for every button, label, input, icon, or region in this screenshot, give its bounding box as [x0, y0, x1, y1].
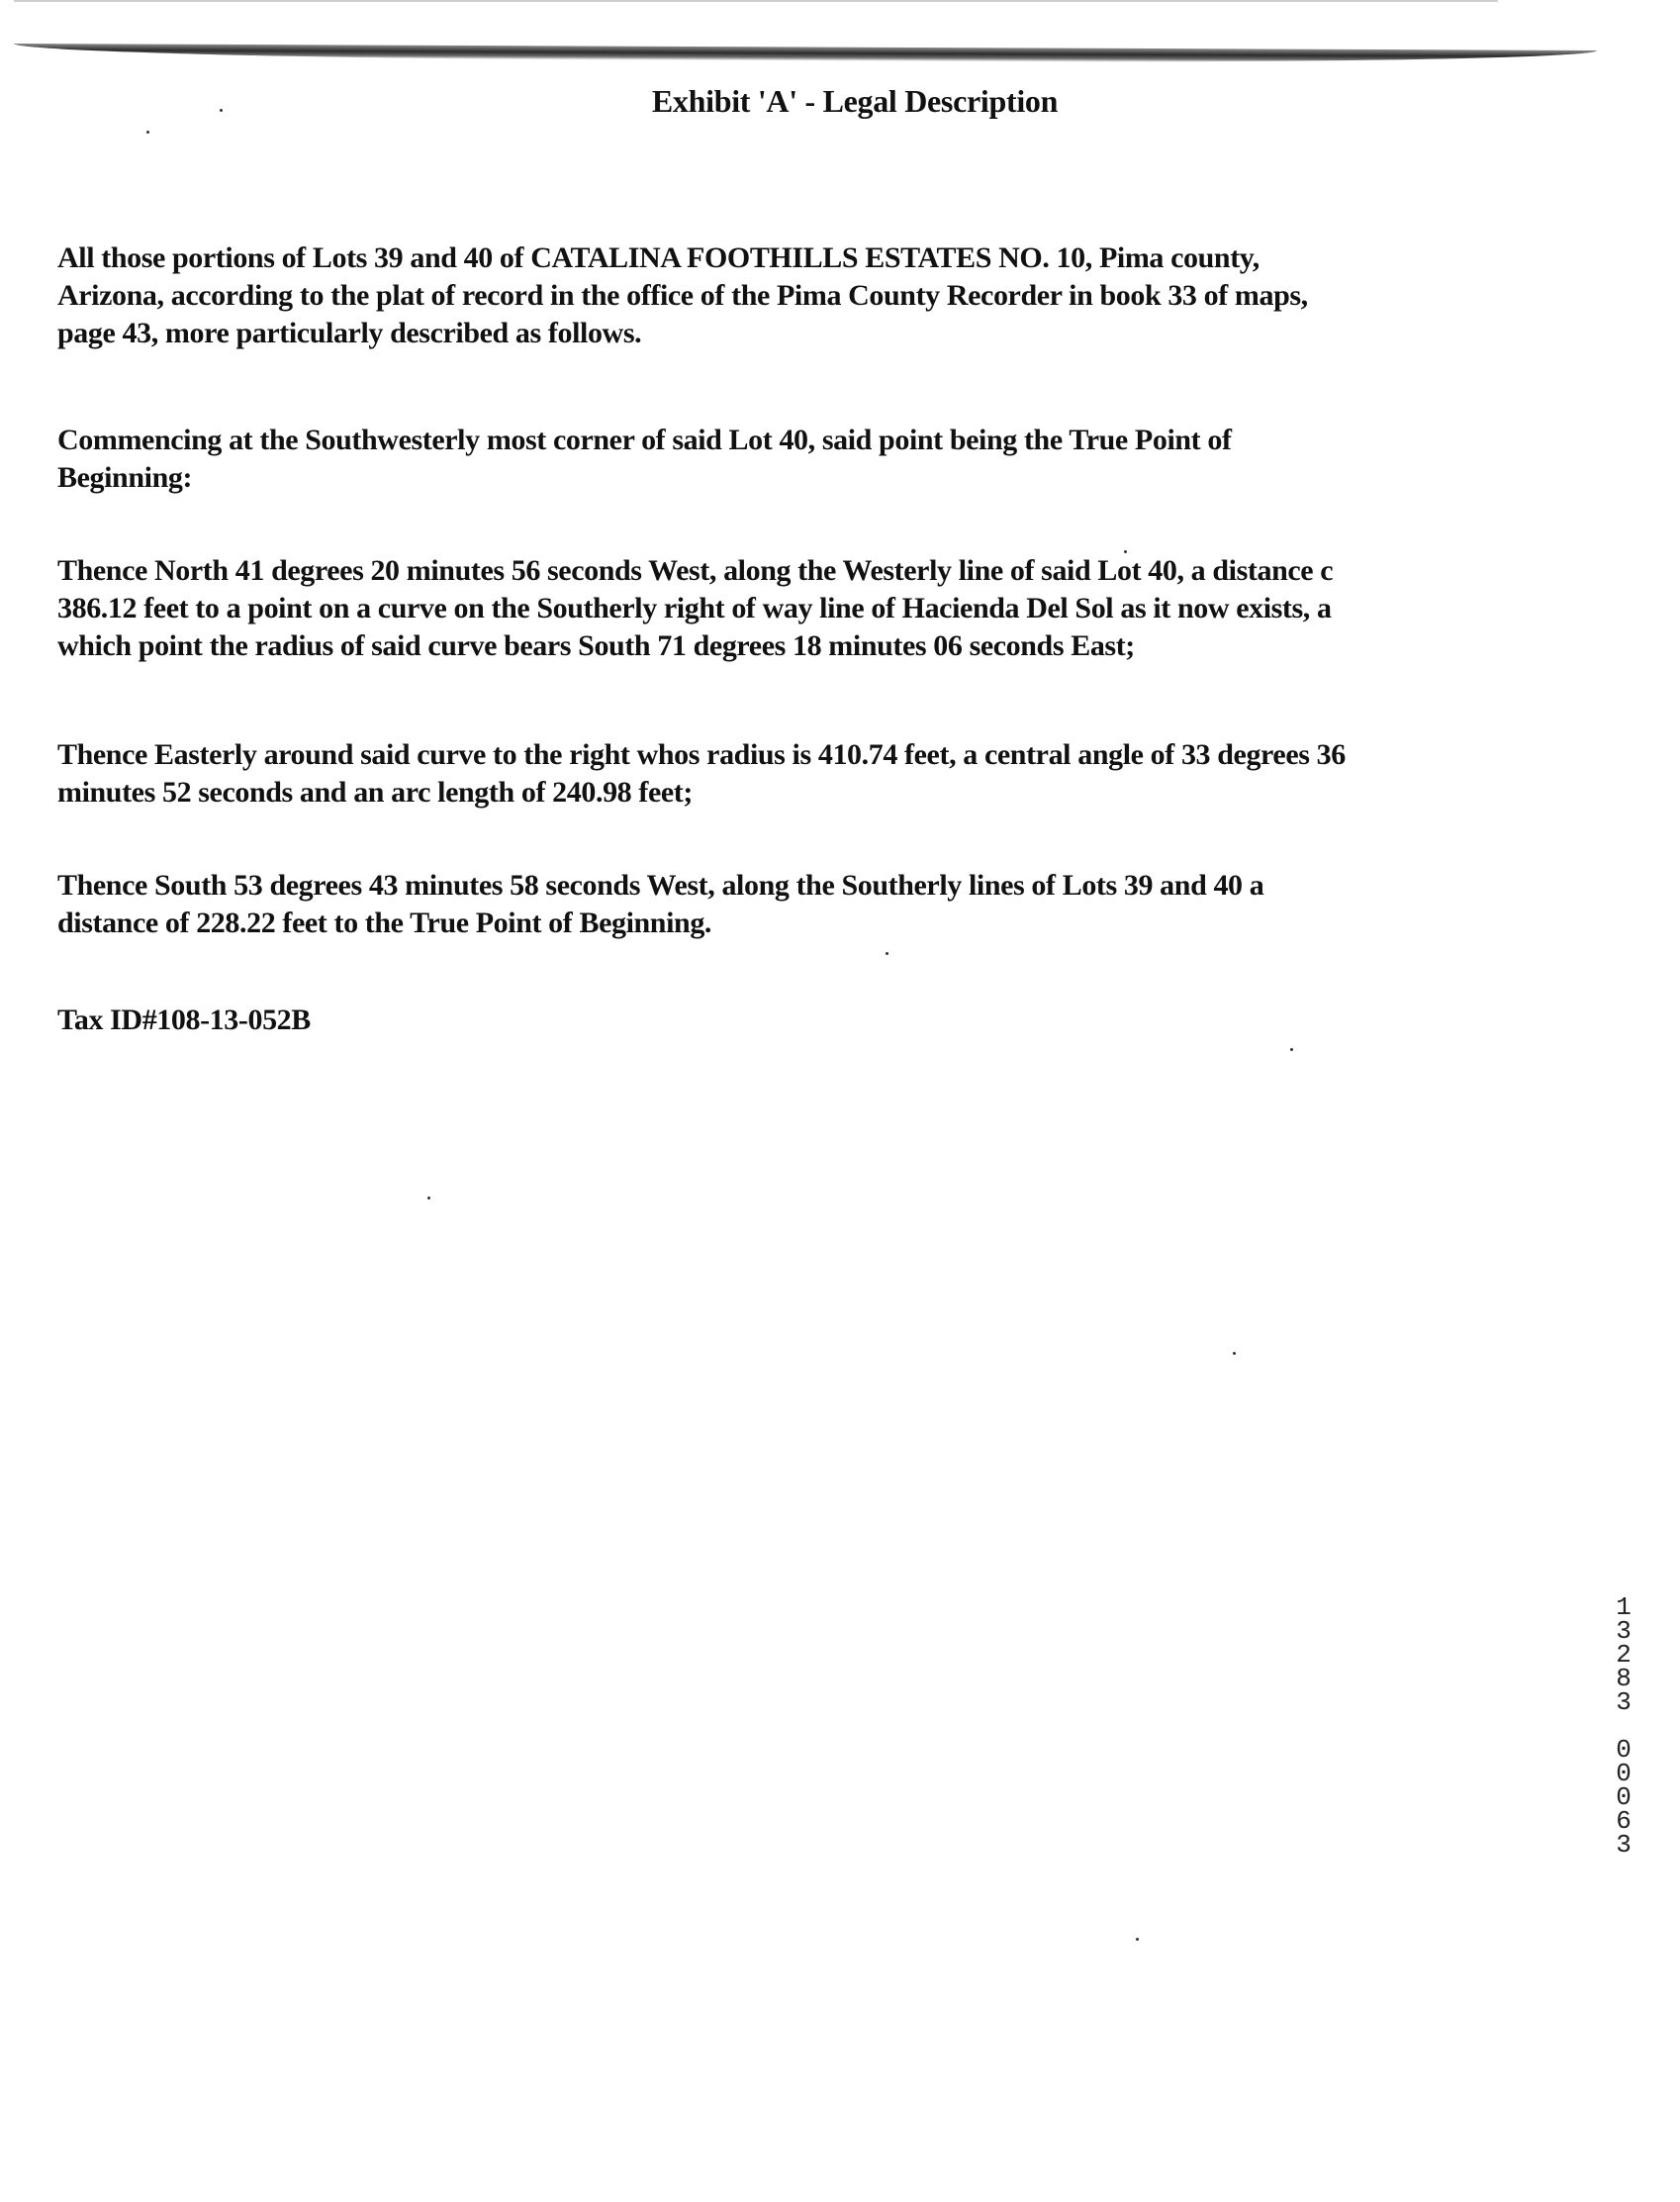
scan-top-edge [14, 0, 1498, 2]
scan-speck [1233, 1352, 1236, 1355]
scan-shadow-edge [14, 44, 1597, 64]
scan-speck [886, 952, 888, 955]
page-stamp-book: 13283 [1616, 1592, 1632, 1717]
document-title: Exhibit 'A' - Legal Description [651, 83, 1059, 119]
scan-speck [220, 109, 223, 112]
scan-speck [1136, 1938, 1139, 1941]
paragraph-thence-easterly: Thence Easterly around said curve to the right whos radius is 410.74 feet, a central angle of 33 degrees 36 minutes 52 seconds and an arc length of 240.98 feet; [57, 738, 1346, 809]
paragraph-thence-south: Thence South 53 degrees 43 minutes 58 seconds West, along the Southerly lines of Lots 39 and 40 a distance of 228.22 feet to the True Point of Beginning. [57, 869, 1264, 939]
tax-id: Tax ID#108-13-052B [57, 1004, 311, 1036]
paragraph-commencing: Commencing at the Southwesterly most corner of said Lot 40, said point being the True Point of Beginning: [57, 424, 1232, 494]
page-stamp-page: 00063 [1616, 1735, 1632, 1860]
scan-speck [427, 1197, 430, 1199]
paragraph-lot-description: All those portions of Lots 39 and 40 of CATALINA FOOTHILLS ESTATES NO. 10, Pima county, Arizona, according to the plat of record in the office of the Pima County Recorder in book 33 of maps, page 43, more particularly described as follows. [57, 241, 1308, 349]
paragraph-thence-north: Thence North 41 degrees 20 minutes 56 seconds West, along the Westerly line of said Lot 40, a distance c 386.12 feet to a point on a curve on the Southerly right of way line of Hacienda Del Sol as it now exists, a which point the radius of said curve bears South 71 degrees 18 minutes 06 seconds East; [57, 554, 1334, 662]
scan-speck [146, 131, 149, 134]
scan-speck [1290, 1048, 1293, 1051]
scan-speck [1124, 550, 1127, 553]
